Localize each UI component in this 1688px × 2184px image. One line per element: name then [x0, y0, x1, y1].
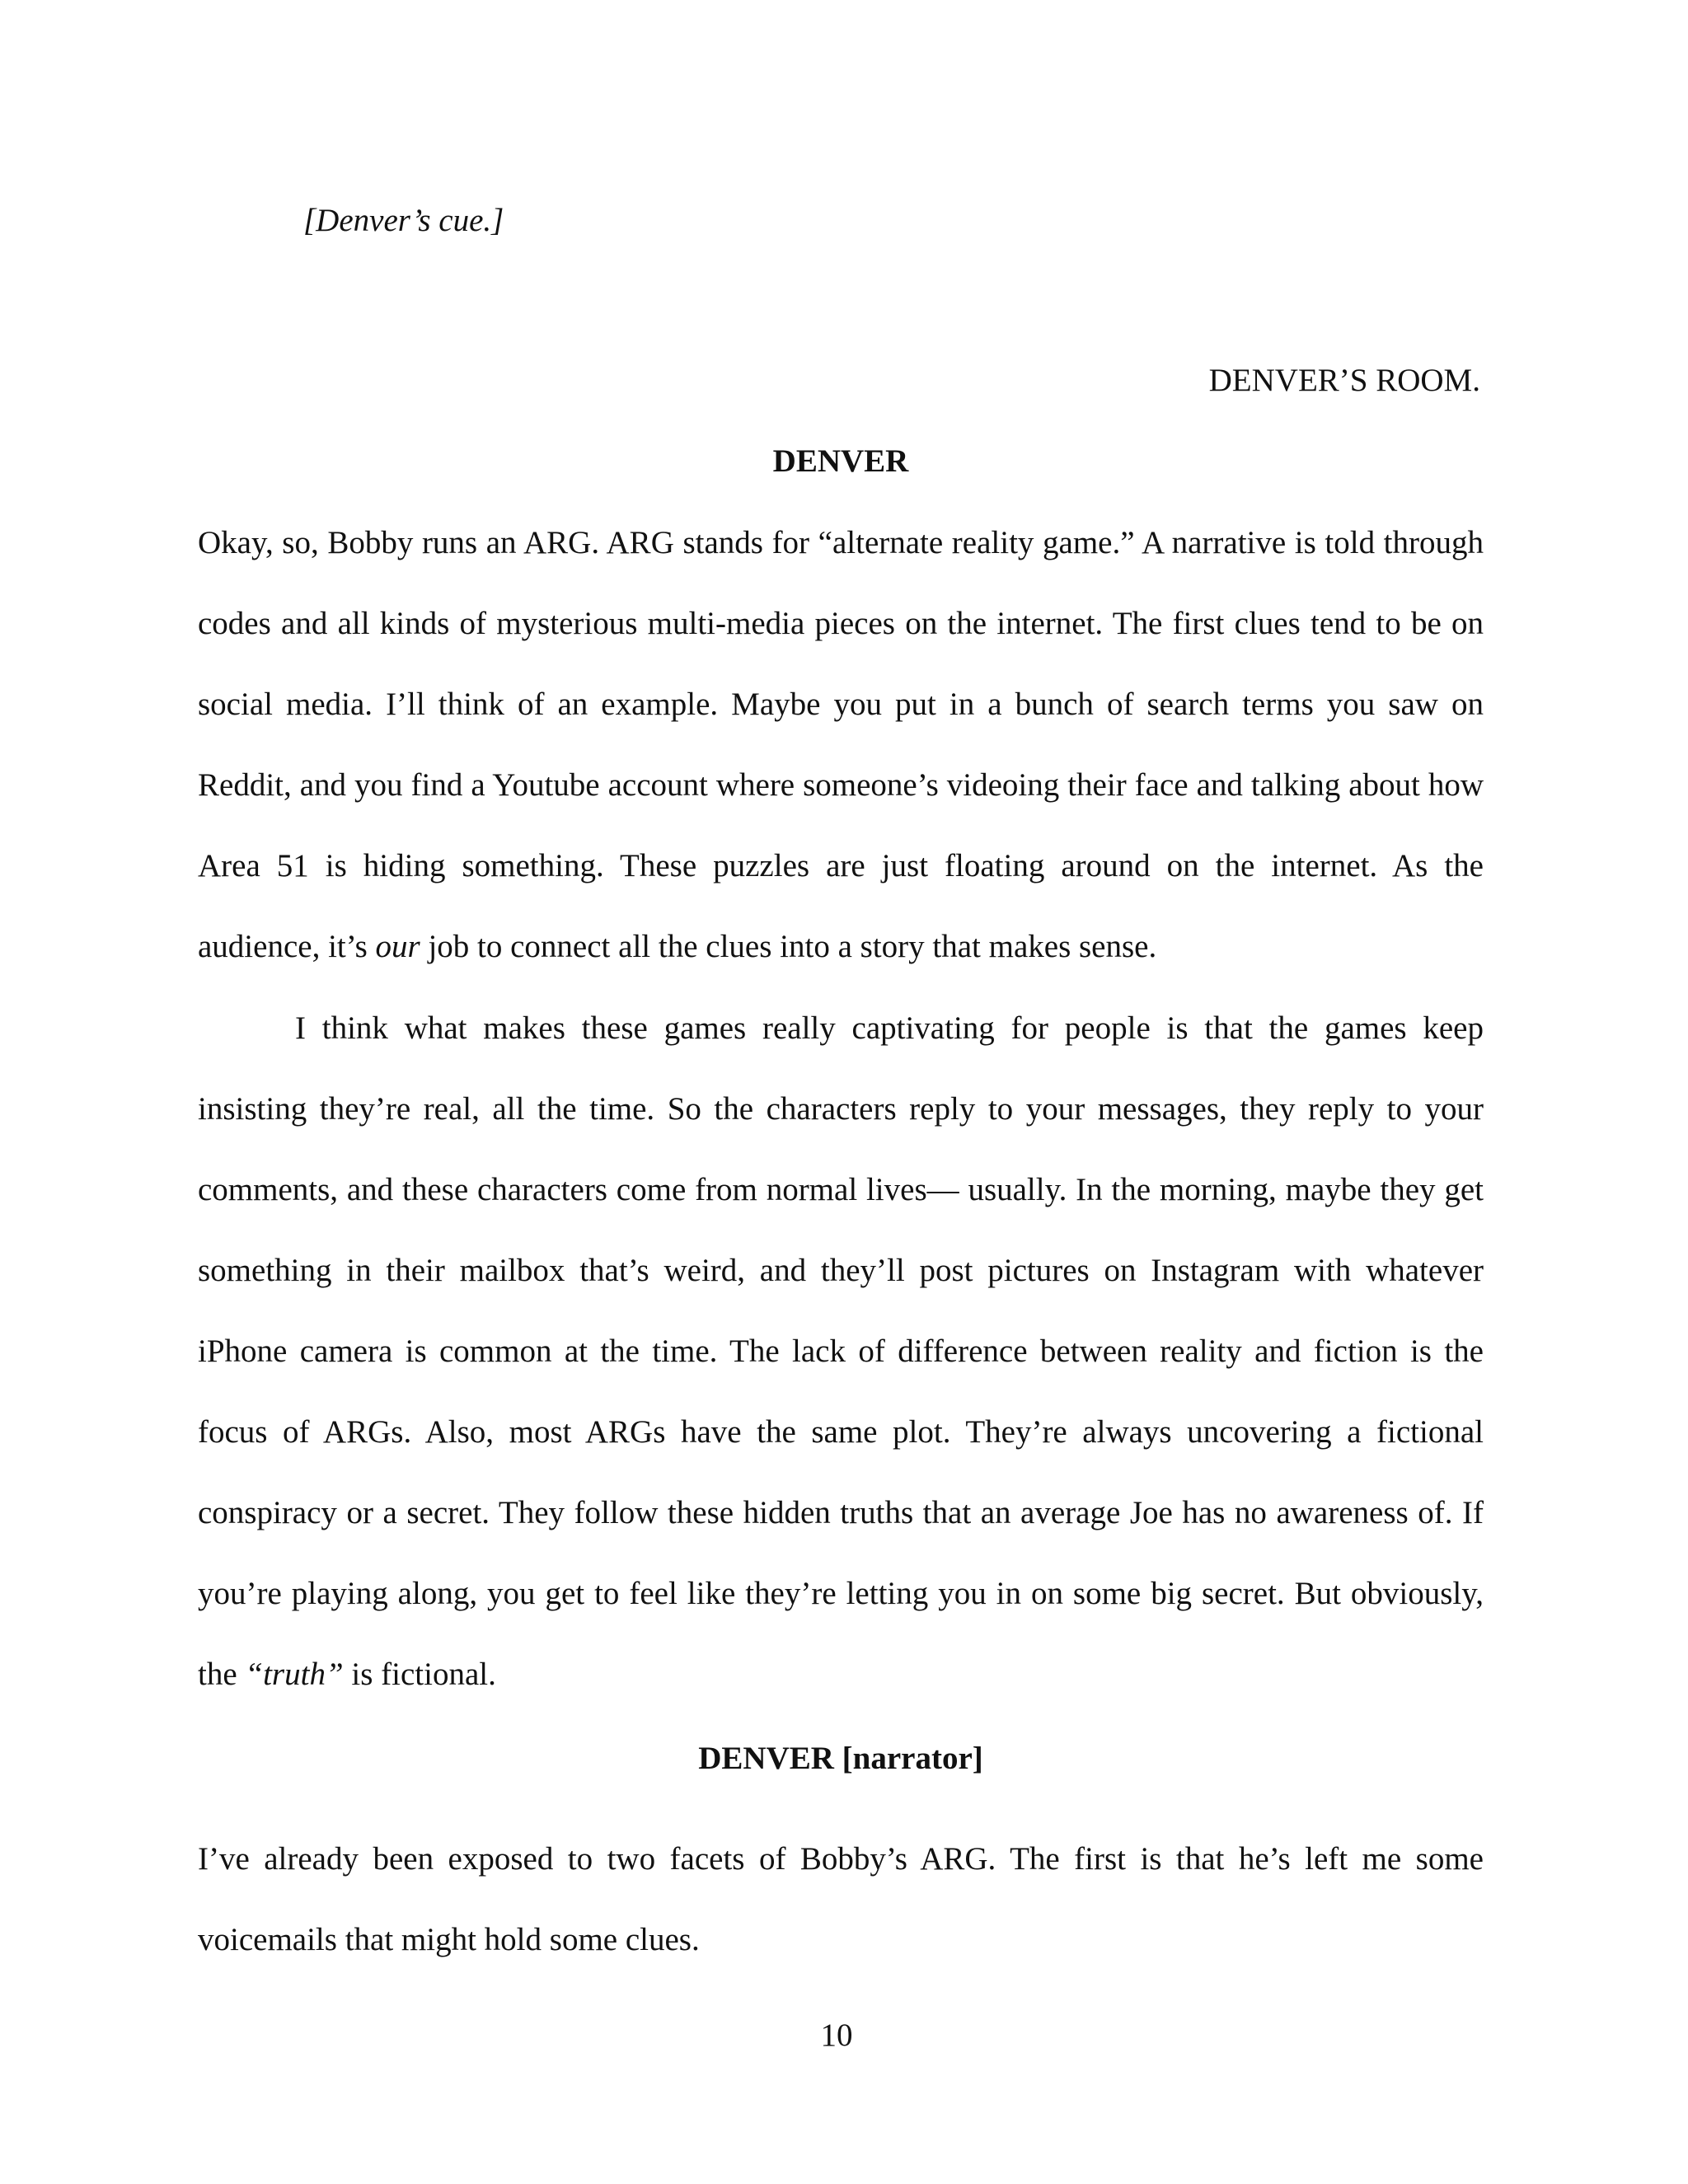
dialogue-paragraph-1	[198, 503, 1484, 987]
emphasized-word: “truth”	[245, 1657, 344, 1692]
narration-paragraph: I’ve already been exposed to two facets of Bobby’s ARG. The first is that he’s left me some voicemails that might hold some clues.	[198, 1841, 1484, 1957]
paragraph-text: Okay, so, Bobby runs an ARG. ARG stands for “alternate reality game.” A narrative is told through codes and all kinds of mysterious multi-media pieces on the internet. The first clues tend to be on social media. I’ll think of an example. Maybe you put in a bunch of search terms you saw on Reddit, and you find a Youtube account where someone’s videoing their face and talking about how Area 51 is hiding something. These puzzles are just floating around on the internet. As the audience, it’s	[198, 525, 1484, 964]
page-number: 10	[820, 2018, 853, 2053]
speaker-name-narrator: DENVER [narrator]	[698, 1741, 983, 1776]
speaker-name: DENVER	[772, 443, 909, 479]
paragraph-text: is fictional.	[343, 1657, 496, 1692]
scene-heading: DENVER’S ROOM.	[1208, 363, 1480, 398]
stage-cue: [Denver’s cue.]	[303, 203, 504, 238]
paragraph-text: I think what makes these games really captivating for people is that the games keep insisting they’re real, all the time. So the characters reply to your messages, they reply to your comments, and these characters come from normal lives— usually. In the morning, maybe they get something in their mailbox that’s weird, and they’ll post pictures on Instagram with whatever iPhone camera is common at the time. The lack of difference between reality and fiction is the focus of ARGs. Also, most ARGs have the same plot. They’re always uncovering a fictional conspiracy or a secret. They follow these hidden truths that an average Joe has no awareness of. If you’re playing along, you get to feel like they’re letting you in on some big secret. But obviously, the	[198, 1010, 1484, 1692]
dialogue-paragraph-2	[198, 988, 1484, 1715]
emphasized-word: our	[375, 929, 420, 964]
paragraph-text: job to connect all the clues into a story that makes sense.	[420, 929, 1157, 964]
